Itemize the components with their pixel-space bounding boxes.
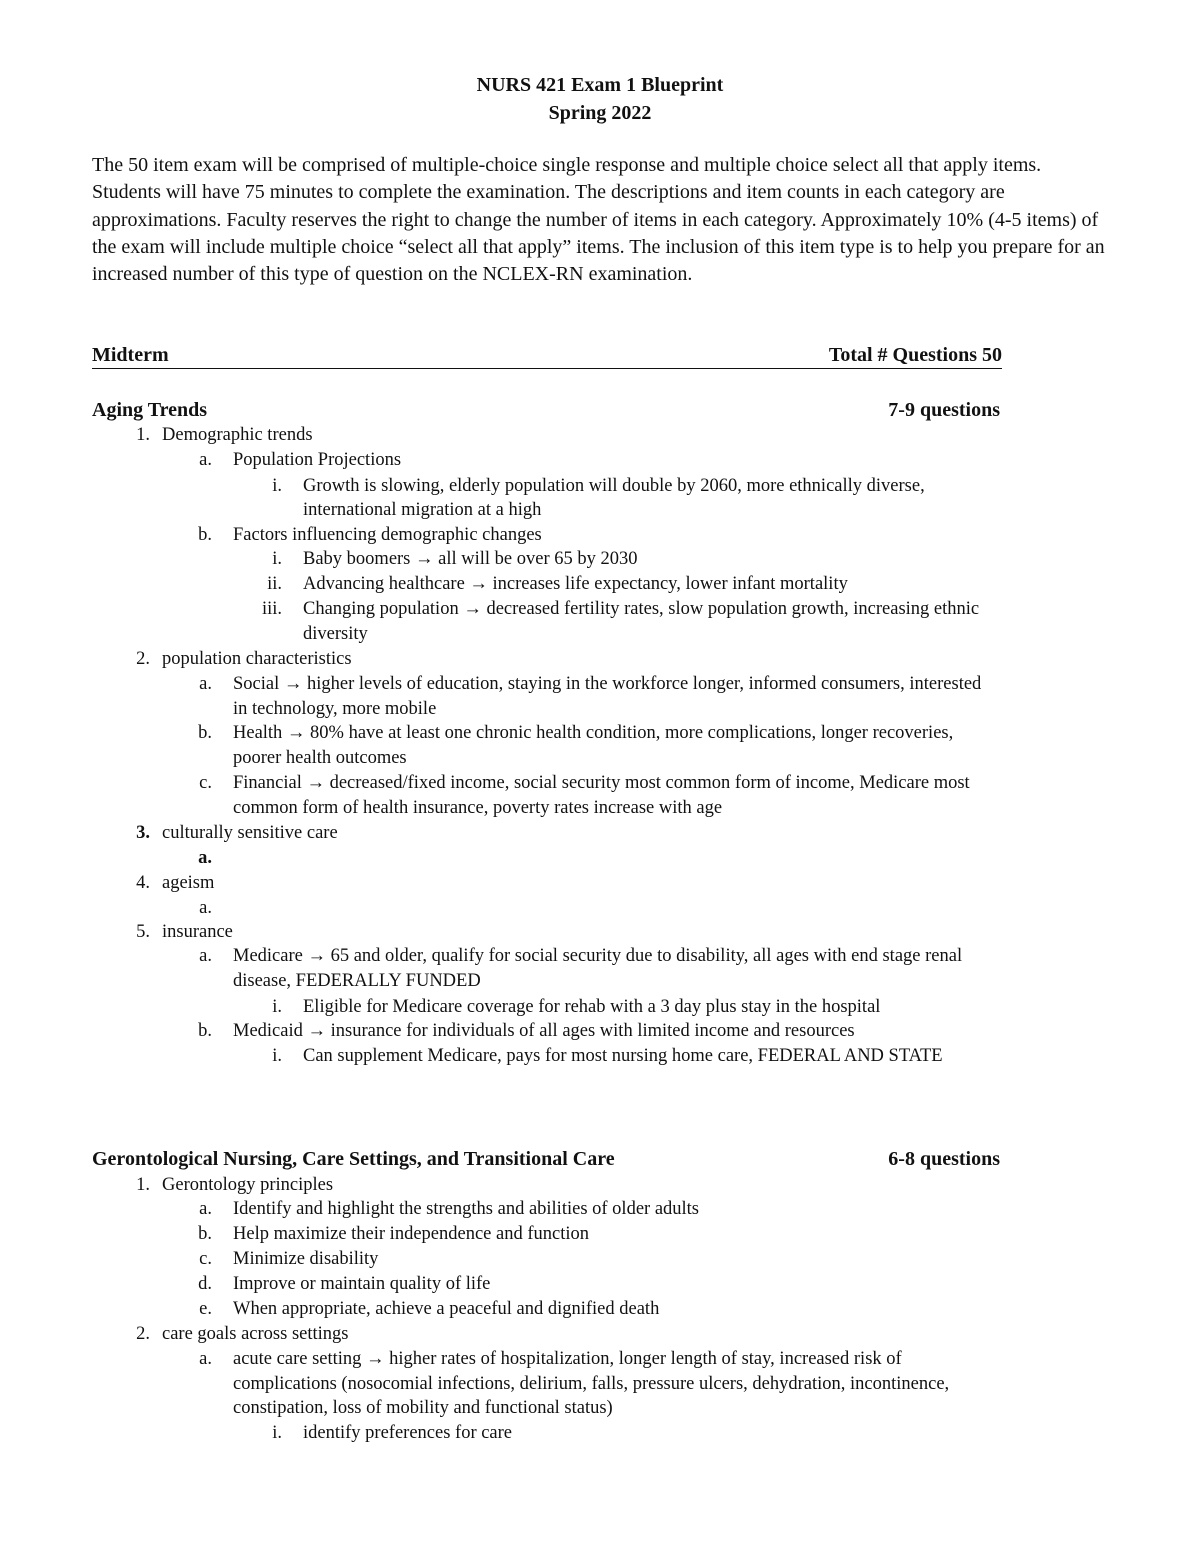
list-item: Baby boomers → all will be over 65 by 2030 bbox=[303, 549, 638, 569]
doc-title: NURS 421 Exam 1 Blueprint bbox=[476, 74, 724, 96]
list-item: Factors influencing demographic changes bbox=[233, 525, 542, 545]
list-marker: ii. bbox=[267, 574, 282, 594]
list-marker: a. bbox=[199, 450, 212, 470]
list-item: ageism bbox=[162, 873, 215, 893]
list-item: Growth is slowing, elderly population will double by 2060, more ethnically diverse, bbox=[303, 476, 925, 496]
list-marker: b. bbox=[198, 525, 212, 545]
list-item: Improve or maintain quality of life bbox=[233, 1274, 491, 1294]
list-marker: a. bbox=[199, 1349, 212, 1369]
section-gerontological-count: 6-8 questions bbox=[888, 1148, 1000, 1170]
section-aging-trends-title: Aging Trends bbox=[92, 399, 208, 421]
list-marker: a. bbox=[199, 674, 212, 694]
list-item: When appropriate, achieve a peaceful and dignified death bbox=[233, 1299, 660, 1319]
list-marker: b. bbox=[198, 1021, 212, 1041]
list-item: population characteristics bbox=[162, 649, 352, 669]
list-marker: a. bbox=[199, 1199, 212, 1219]
midterm-label: Midterm bbox=[92, 344, 169, 366]
list-item: Minimize disability bbox=[233, 1249, 379, 1269]
list-marker: 2. bbox=[136, 1324, 150, 1344]
list-item: Eligible for Medicare coverage for rehab with a 3 day plus stay in the hospital bbox=[303, 997, 881, 1017]
list-marker: d. bbox=[198, 1274, 212, 1294]
list-item: Social → higher levels of education, staying in the workforce longer, informed consumers, interested bbox=[233, 674, 982, 694]
list-marker: a. bbox=[199, 946, 212, 966]
list-item: culturally sensitive care bbox=[162, 823, 338, 843]
list-item: Identify and highlight the strengths and abilities of older adults bbox=[233, 1199, 700, 1219]
intro-paragraph: The 50 item exam will be comprised of multiple-choice single response and multiple choice select all that apply items. Students will have 75 minutes to complete the examination. The descriptions and item counts in each category are approximations. Faculty reserves the right to change the number of items in each category. Approximately 10% (4-5 items) of the exam will include multiple choice “select all that apply” items. The inclusion of this item type is to help you prepare for an increased number of this type of question on the NCLEX-RN examination. bbox=[92, 154, 1105, 286]
list-item: Population Projections bbox=[233, 450, 402, 470]
list-item: disease, FEDERALLY FUNDED bbox=[233, 971, 481, 991]
list-item: Changing population → decreased fertility rates, slow population growth, increasing ethnic bbox=[303, 599, 980, 619]
list-marker: c. bbox=[199, 1249, 212, 1269]
list-item: constipation, loss of mobility and functional status) bbox=[233, 1398, 613, 1418]
list-item: Medicaid → insurance for individuals of all ages with limited income and resources bbox=[233, 1021, 855, 1041]
list-item: care goals across settings bbox=[162, 1324, 349, 1344]
list-item: Health → 80% have at least one chronic health condition, more complications, longer recoveries, bbox=[233, 723, 954, 743]
list-item: international migration at a high bbox=[303, 500, 542, 520]
list-marker: a. bbox=[199, 898, 212, 918]
list-marker: i. bbox=[272, 1423, 282, 1443]
list-item: Demographic trends bbox=[162, 425, 313, 445]
list-marker: 3. bbox=[136, 823, 150, 843]
list-item: common form of health insurance, poverty rates increase with age bbox=[233, 798, 723, 818]
list-item: insurance bbox=[162, 922, 233, 942]
section-aging-trends-count: 7-9 questions bbox=[888, 399, 1000, 421]
section-gerontological-title: Gerontological Nursing, Care Settings, and Transitional Care bbox=[92, 1148, 615, 1170]
total-questions: Total # Questions 50 bbox=[828, 344, 1002, 366]
list-item: identify preferences for care bbox=[303, 1423, 513, 1443]
list-item: Help maximize their independence and function bbox=[233, 1224, 589, 1244]
list-marker: 2. bbox=[136, 649, 150, 669]
list-item: Medicare → 65 and older, qualify for social security due to disability, all ages with end stage renal bbox=[233, 946, 963, 966]
list-marker: b. bbox=[198, 723, 212, 743]
list-marker: e. bbox=[199, 1299, 212, 1319]
list-marker: b. bbox=[198, 1224, 212, 1244]
list-marker: i. bbox=[272, 997, 282, 1017]
midterm-underline bbox=[92, 368, 1002, 369]
list-marker: i. bbox=[272, 476, 282, 496]
list-item: Can supplement Medicare, pays for most nursing home care, FEDERAL AND STATE bbox=[303, 1046, 943, 1066]
list-item: poorer health outcomes bbox=[233, 748, 407, 768]
list-item: in technology, more mobile bbox=[233, 699, 437, 719]
list-item: diversity bbox=[303, 624, 368, 644]
list-marker: i. bbox=[272, 1046, 282, 1066]
list-marker: 5. bbox=[136, 922, 150, 942]
list-marker: 1. bbox=[136, 425, 150, 445]
doc-subtitle: Spring 2022 bbox=[548, 102, 652, 124]
list-marker: iii. bbox=[261, 599, 282, 619]
list-marker: c. bbox=[199, 773, 212, 793]
list-item: Financial → decreased/fixed income, social security most common form of income, Medicare most bbox=[233, 773, 970, 793]
list-item: Gerontology principles bbox=[162, 1175, 334, 1195]
list-marker: a. bbox=[198, 848, 212, 868]
list-marker: i. bbox=[272, 549, 282, 569]
list-item: Advancing healthcare → increases life expectancy, lower infant mortality bbox=[303, 574, 848, 594]
list-marker: 4. bbox=[136, 873, 150, 893]
list-marker: 1. bbox=[136, 1175, 150, 1195]
list-item: acute care setting → higher rates of hospitalization, longer length of stay, increased risk of bbox=[233, 1349, 902, 1369]
list-item: complications (nosocomial infections, delirium, falls, pressure ulcers, dehydration, incontinence, bbox=[233, 1374, 950, 1394]
